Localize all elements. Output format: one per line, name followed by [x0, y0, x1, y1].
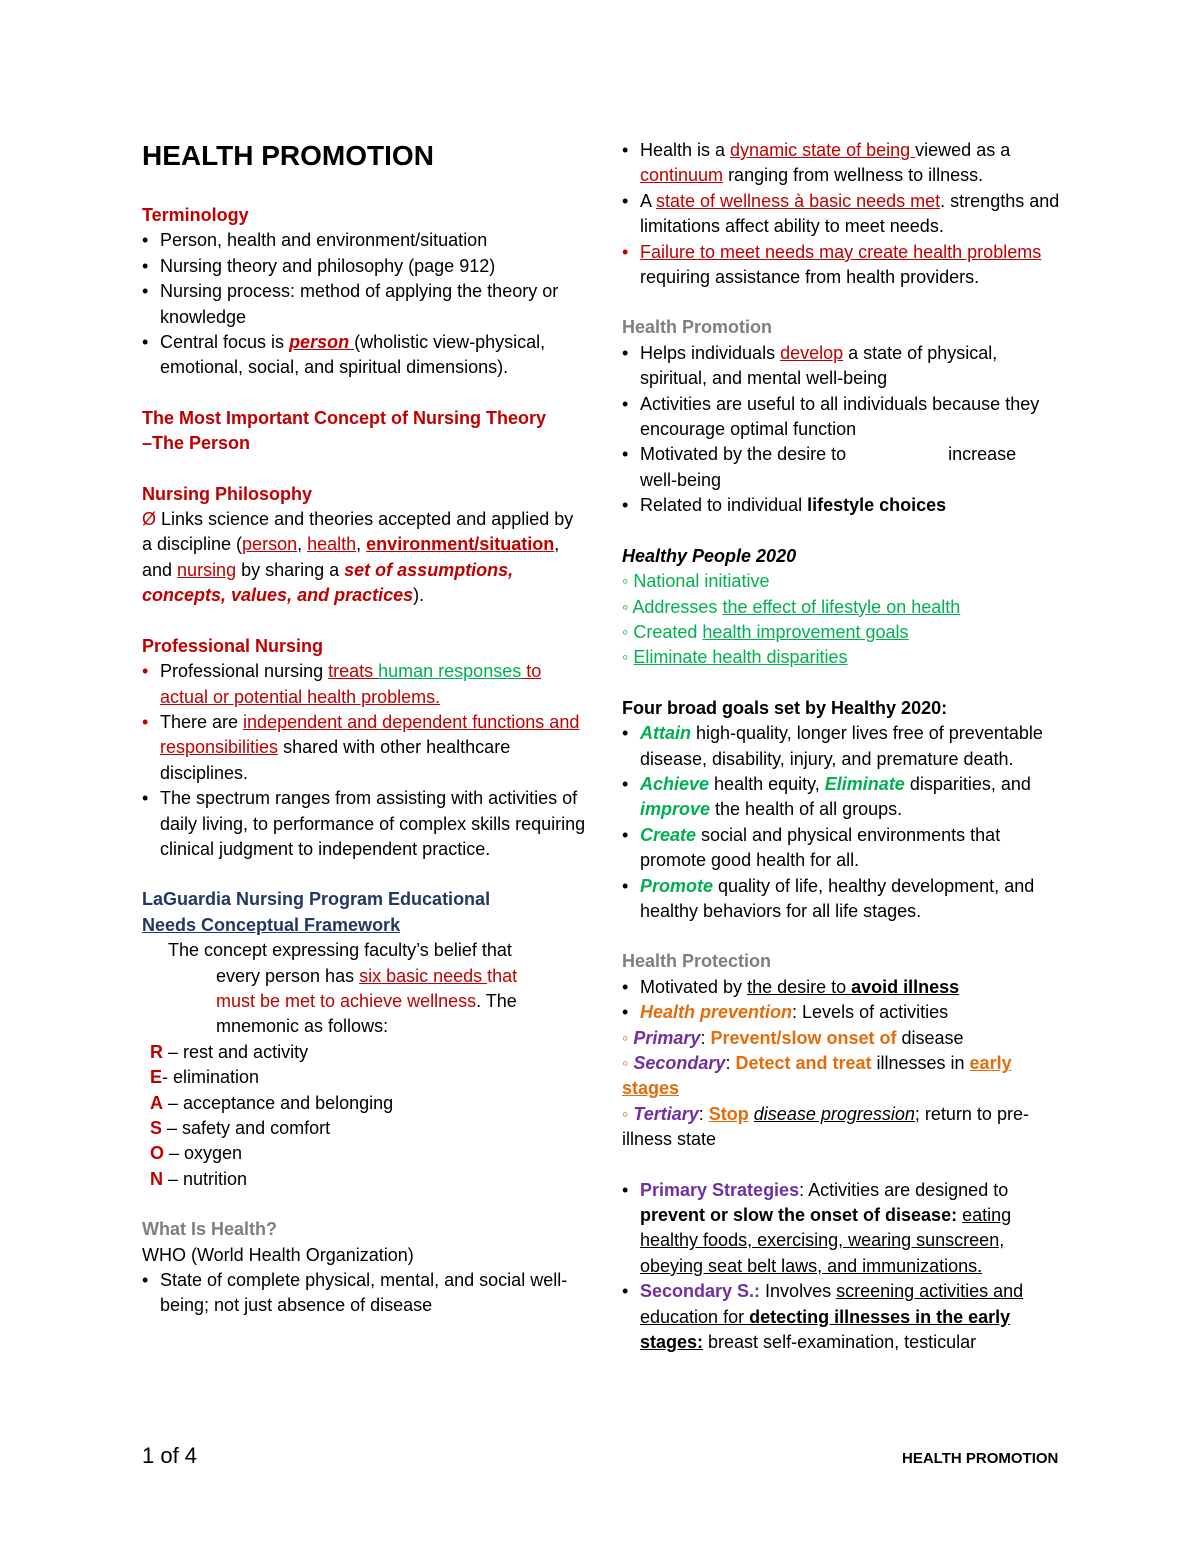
list-item: • Motivated by the desire to avoid illness [622, 975, 1067, 1000]
list-item: • Achieve health equity, Eliminate disparities, and improve the health of all groups. [622, 772, 1067, 823]
list-item: • A state of wellness à basic needs met. strengths and limitations affect ability to meet needs. [622, 189, 1067, 240]
list-item: • Motivated by the desire to increase well-being [622, 442, 1067, 493]
left-column [142, 0, 587, 1319]
prevention-level: ◦ Primary: Prevent/slow onset of disease [622, 1027, 964, 1048]
list-item: • Primary Strategies: Activities are designed to prevent or slow the onset of disease: eating healthy foods, exercising, wearing sunscreen, obeying seat belt laws, and immunizations. [622, 1178, 1067, 1280]
list-item: • Related to individual lifestyle choices [622, 493, 1067, 518]
laguardia-line: mnemonic as follows: [216, 1016, 389, 1037]
list-item: • Promote quality of life, healthy development, and healthy behaviors for all life stages. [622, 874, 1067, 925]
hp2020-item: ◦ Eliminate health disparities [622, 647, 848, 668]
page-number: 1 of 4 [142, 1443, 198, 1468]
list-item: • Nursing theory and philosophy (page 912) [142, 254, 587, 279]
hp2020-item: ◦ Created health improvement goals [622, 621, 909, 642]
philosophy-paragraph: Ø Links science and theories accepted and applied by a discipline (person, health, environment/situation, and nursing by sharing a set of assumptions, concepts, values, and practices). [142, 509, 574, 606]
mnemonic-item: E- elimination [150, 1067, 260, 1088]
laguardia-intro: The concept expressing faculty’s belief that [168, 940, 512, 961]
hp2020-item: ◦ National initiative [622, 571, 770, 592]
prevention-level: ◦ Tertiary: Stop disease progression; return to pre-illness state [622, 1103, 1029, 1150]
mnemonic-item: A – acceptance and belonging [150, 1092, 394, 1113]
list-item: • Health prevention: Levels of activities [622, 1000, 1067, 1025]
list-item: • Nursing process: method of applying the theory or knowledge [142, 279, 587, 330]
laguardia-line: must be met to achieve wellness. The [216, 990, 517, 1011]
list-item: • Helps individuals develop a state of physical, spiritual, and mental well-being [622, 341, 1067, 392]
concept-heading: The Most Important Concept of Nursing Theory –The Person [142, 407, 546, 454]
laguardia-line: every person has six basic needs that [216, 965, 518, 986]
mnemonic-item: N – nutrition [150, 1168, 248, 1189]
prevention-level: ◦ Secondary: Detect and treat illnesses in early stages [622, 1053, 1012, 1099]
mnemonic-item: S – safety and comfort [150, 1118, 331, 1138]
goals-heading: Four broad goals set by Healthy 2020: [622, 697, 948, 718]
right-column [622, 0, 1067, 1355]
hp2020-heading: Healthy People 2020 [622, 545, 797, 566]
hp2020-item: ◦ Addresses the effect of lifestyle on health [622, 596, 961, 617]
list-item: • Secondary S.: Involves screening activities and education for detecting illnesses in the early stages: breast self-examination, testicular [622, 1279, 1067, 1355]
list-item: • Failure to meet needs may create health problems requiring assistance from health providers. [622, 240, 1067, 291]
who-line: WHO (World Health Organization) [142, 1244, 414, 1265]
promotion-heading: Health Promotion [622, 317, 773, 338]
focus-keyword: person [289, 332, 355, 353]
professional-heading: Professional Nursing [142, 635, 324, 656]
protection-heading: Health Protection [622, 951, 772, 972]
list-item: • Attain high-quality, longer lives free of preventable disease, disability, injury, and premature death. [622, 721, 1067, 772]
laguardia-heading: LaGuardia Nursing Program Educational Needs Conceptual Framework [142, 889, 491, 935]
list-item: • Person, health and environment/situation [142, 228, 587, 253]
terminology-heading: Terminology [142, 205, 249, 225]
list-item: • Health is a dynamic state of being viewed as a continuum ranging from wellness to illness. [622, 138, 1067, 189]
mnemonic-item: O – oxygen [150, 1143, 243, 1164]
running-header: HEALTH PROMOTION [902, 1450, 1059, 1467]
list-item: • Activities are useful to all individuals because they encourage optimal function [622, 392, 1067, 443]
list-item: • State of complete physical, mental, and social well-being; not just absence of disease [142, 1268, 587, 1319]
health-heading: What Is Health? [142, 1219, 278, 1240]
mnemonic-item: R – rest and activity [150, 1041, 309, 1062]
list-item: • Central focus is person (wholistic view-physical, emotional, social, and spiritual dimensions). [142, 330, 587, 381]
list-item: • The spectrum ranges from assisting with activities of daily living, to performance of complex skills requiring clinical judgment to independent practice. [142, 786, 587, 862]
list-item: • Create social and physical environments that promote good health for all. [622, 823, 1067, 874]
list-item: • Professional nursing treats human responses to actual or potential health problems. [142, 659, 587, 710]
page-title: HEALTH PROMOTION [142, 140, 434, 171]
philosophy-heading: Nursing Philosophy [142, 483, 313, 504]
list-item: • There are independent and dependent functions and responsibilities shared with other healthcare disciplines. [142, 710, 587, 786]
